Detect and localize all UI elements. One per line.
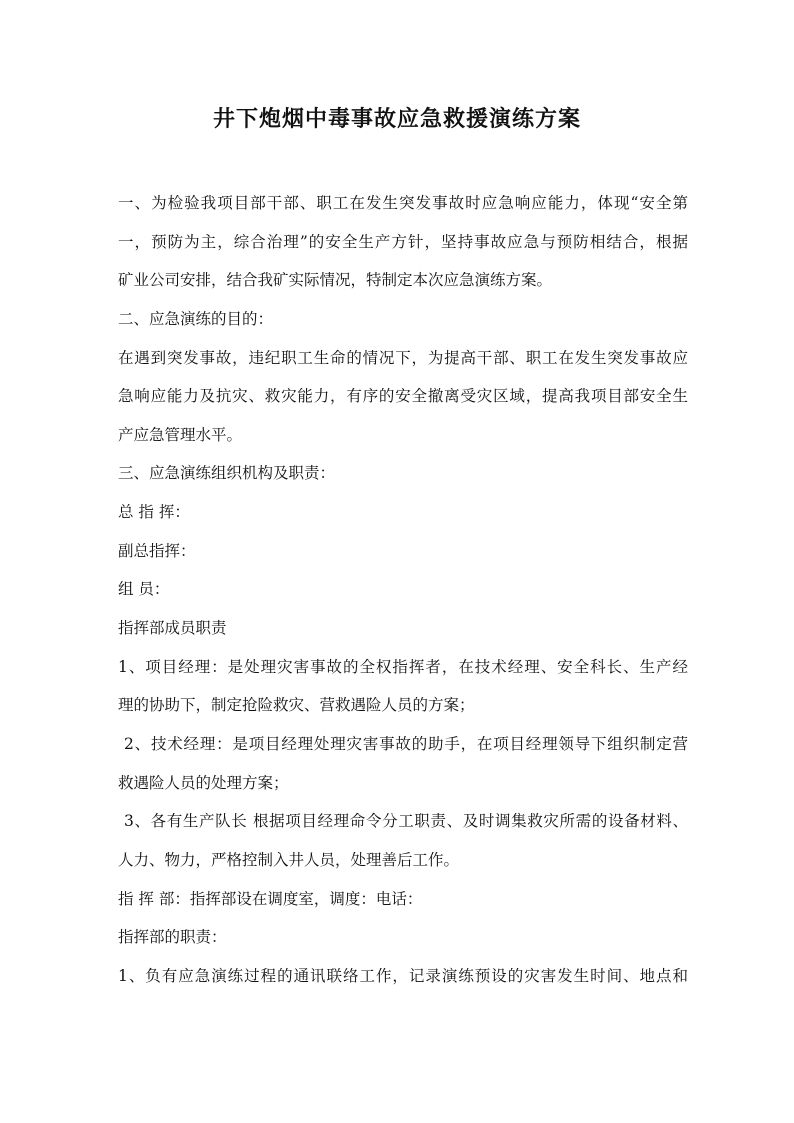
text-line: 组 员： [118,580,170,599]
text-line: 一，预防为主，综合治理”的安全生产方针，坚持事故应急与预防相结合，根据 [118,232,688,251]
text-line: 理的协助下，制定抢险救灾、营救遇险人员的方案； [118,696,475,715]
text-line: 急响应能力及抗灾、救灾能力，有序的安全撤离受灾区域，提高我项目部安全生 [118,387,688,406]
text-line: 副总指挥： [118,541,196,560]
text-line: 救遇险人员的处理方案； [118,773,289,792]
text-line: 总 指 挥： [118,503,190,522]
text-line: 3、各有生产队长 根据项目经理命令分工职责、及时调集救灾所需的设备材料、 [124,812,688,831]
text-line: 在遇到突发事故，违纪职工生命的情况下，为提高干部、职工在发生突发事故应 [118,348,688,367]
text-line: 2、技术经理：是项目经理处理灾害事故的助手，在项目经理领导下组织制定营 [124,734,688,753]
text-line: 指挥部的职责： [118,928,227,947]
text-line: 三、应急演练组织机构及职责： [118,464,336,483]
text-line: 产应急管理水平。 [118,425,243,444]
text-line: 1、项目经理：是处理灾害事故的全权指挥者，在技术经理、安全科长、生产经 [118,657,688,676]
text-line: 矿业公司安排，结合我矿实际情况，特制定本次应急演练方案。 [118,271,553,290]
text-line: 指 挥 部：指挥部设在调度室，调度：电话： [118,889,423,908]
text-line: 指挥部成员职责 [118,619,227,638]
text-line: 1、负有应急演练过程的通讯联络工作，记录演练预设的灾害发生时间、地点和 [118,966,688,985]
text-line: 一、为检验我项目部干部、职工在发生突发事故时应急响应能力，体现“安全第 [118,194,688,212]
document-body [118,192,688,1003]
document-title: 井下炮烟中毒事故应急救援演练方案 [212,106,581,132]
text-line: 二、应急演练的目的： [118,309,274,328]
text-line: 人力、物力，严格控制入井人员，处理善后工作。 [118,850,460,869]
